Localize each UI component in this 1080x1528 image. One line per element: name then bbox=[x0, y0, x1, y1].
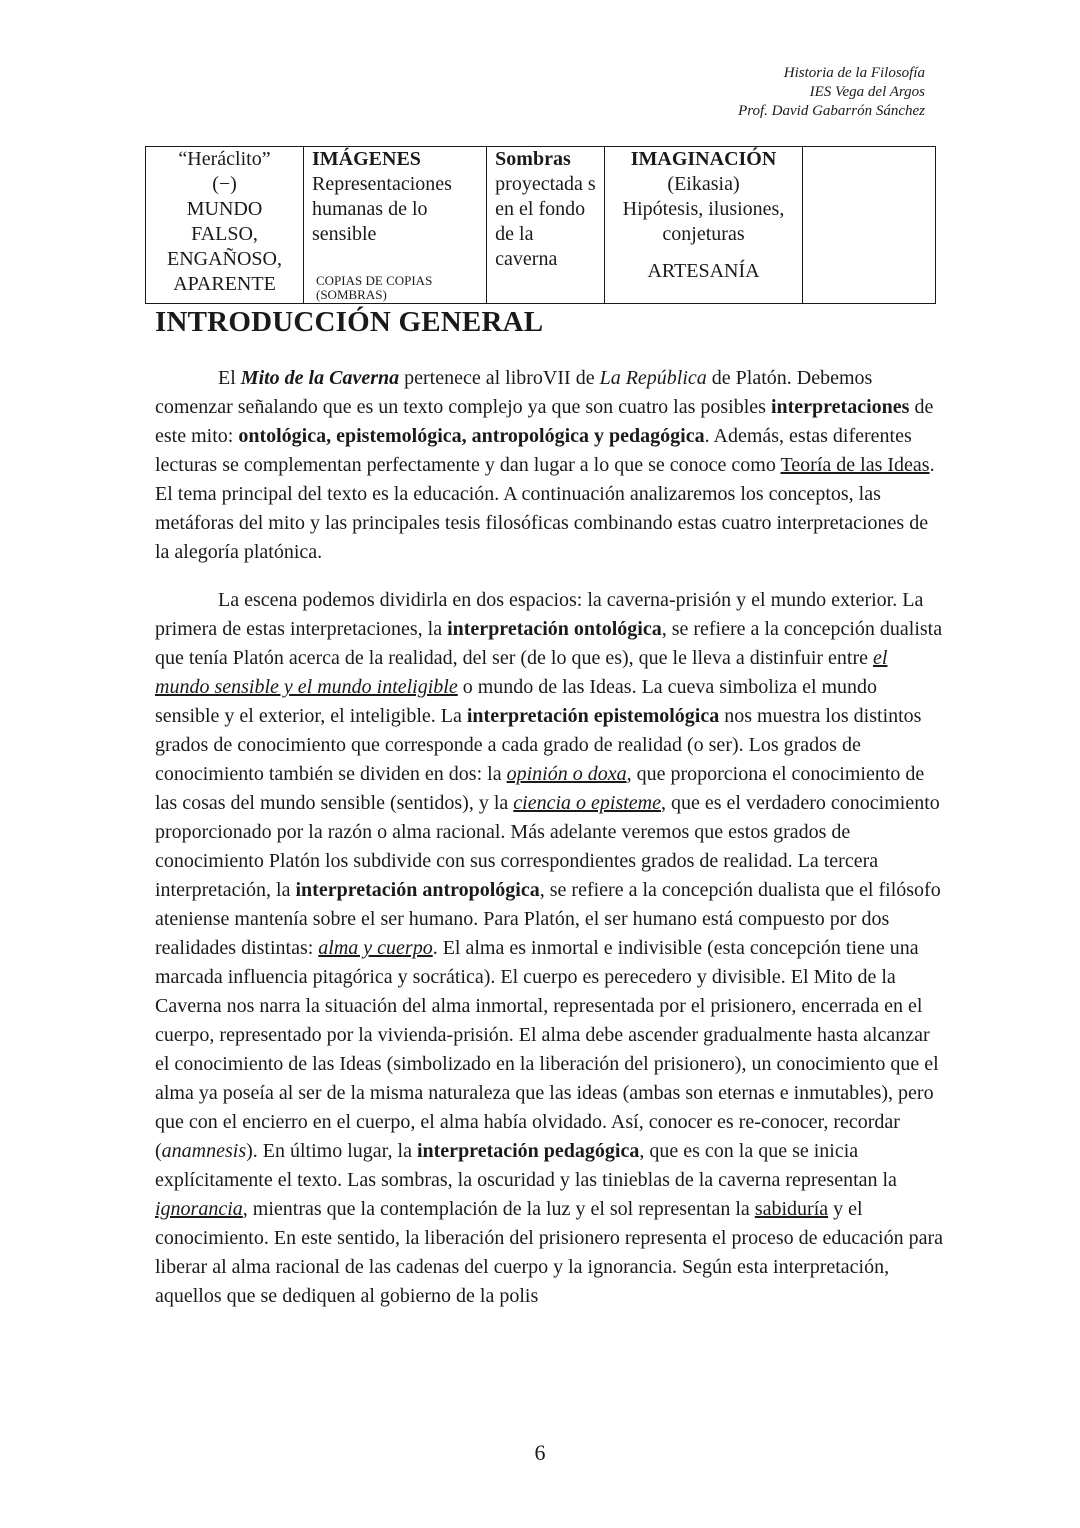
book-title: La República bbox=[599, 367, 707, 389]
cell-line: Hipótesis, ilusiones, bbox=[622, 198, 785, 220]
paragraph-1 bbox=[155, 364, 945, 567]
text-run: . Además, estas diferentes lecturas se complementan perfectamente y dan lugar a lo que se conoce como bbox=[155, 425, 912, 476]
table-cell-imagination bbox=[604, 147, 802, 304]
cell-text: Representaciones humanas de lo sensible bbox=[312, 173, 452, 245]
cell-line: FALSO, bbox=[191, 223, 258, 245]
text-run: , mientras que la contemplación de la luz y el sol representan la bbox=[242, 1198, 755, 1220]
underlined-term: Teoría de las Ideas bbox=[780, 454, 930, 476]
italic-term: anamnesis bbox=[161, 1140, 247, 1162]
text-run: La escena podemos dividirla en dos espacios: la caverna-prisión y el mundo exterior. La primera de estas interpretaciones, la bbox=[155, 589, 924, 640]
underlined-term: alma y cuerpo bbox=[318, 937, 433, 959]
text-run: . El tema principal del texto es la educación. A continuación analizaremos los conceptos, las metáforas del mito y las principales tesis filosóficas combinando estas cuatro interpretaciones de la alegoría platónica. bbox=[155, 454, 935, 563]
underlined-term: opinión o doxa bbox=[506, 763, 627, 785]
table-cell-shadows bbox=[487, 147, 605, 304]
text-run: de este mito: bbox=[155, 396, 934, 447]
cell-line: APARENTE bbox=[173, 273, 276, 295]
header-school: IES Vega del Argos bbox=[809, 84, 925, 100]
cell-line: (−) bbox=[212, 173, 237, 195]
text-run: , que es con la que se inicia explícitamente el texto. Las sombras, la oscuridad y las tinieblas de la caverna representan la bbox=[155, 1140, 897, 1191]
bold-term: interpretación ontológica bbox=[447, 618, 662, 640]
header-teacher: Prof. David Gabarrón Sánchez bbox=[738, 103, 925, 119]
text-run: nos muestra los distintos grados de conocimiento que corresponde a cada grado de realidad (o ser). Los grados de conocimiento también se dividen en dos: la bbox=[155, 705, 922, 785]
table-row bbox=[146, 147, 936, 304]
underlined-term: sabiduría bbox=[754, 1198, 829, 1220]
header-course: Historia de la Filosofía bbox=[783, 65, 925, 81]
body-text bbox=[155, 364, 945, 1311]
cell-line: (Eikasia) bbox=[667, 173, 740, 195]
text-run: El bbox=[218, 367, 241, 389]
cell-title: IMÁGENES bbox=[312, 148, 421, 170]
section-title: INTRODUCCIÓN GENERAL bbox=[155, 306, 544, 338]
table-cell-images bbox=[304, 147, 487, 304]
bold-term: ontológica, epistemológica, antropológica y pedagógica bbox=[238, 425, 705, 447]
bold-term: interpretación pedagógica bbox=[416, 1140, 640, 1162]
cell-title: IMAGINACIÓN bbox=[630, 148, 777, 170]
page-header bbox=[738, 64, 925, 121]
cell-small-note: COPIAS DE COPIAS (SOMBRAS) bbox=[316, 273, 433, 302]
bold-term: interpretación epistemológica bbox=[466, 705, 720, 727]
cell-line: ARTESANÍA bbox=[647, 260, 760, 282]
paragraph-2 bbox=[155, 586, 945, 1311]
underlined-term: el mundo sensible y el mundo inteligible bbox=[155, 647, 888, 698]
table-cell-empty bbox=[803, 147, 936, 304]
text-run: , se refiere a la concepción dualista que tenía Platón acerca de la realidad, del ser (de lo que es), que le lleva a distinfuir entre bbox=[155, 618, 943, 669]
text-run: pertenece al libroVII de bbox=[399, 367, 600, 389]
text-run: o mundo de las Ideas. La cueva simboliza el mundo sensible y el exterior, el inteligible. La bbox=[155, 676, 878, 727]
bold-term: interpretación antropológica bbox=[295, 879, 540, 901]
text-run: de Platón. Debemos comenzar señalando que es un texto complejo ya que son cuatro las posibles bbox=[155, 367, 873, 418]
text-run: . El alma es inmortal e indivisible (esta concepción tiene una marcada influencia pitagórica y socrática). El cuerpo es perecedero y divisible. El Mito de la Caverna nos narra la situación del alma inmortal, representada por el prisionero, encerrada en el cuerpo, representado por la vivienda-prisión. El alma debe ascender gradualmente hasta alcanzar el conocimiento de las Ideas (simbolizado en la liberación del prisionero), un conocimiento que el alma ya poseía al ser de la misma naturaleza que las ideas (ambas son eternas e inmutables), pero que con el encierro en el cuerpo, el alma había olvidado. Así, conocer es re-conocer, recordar ( bbox=[155, 937, 939, 1162]
cell-text: proyectada s en el fondo de la caverna bbox=[495, 173, 596, 270]
page-number: 6 bbox=[534, 1440, 546, 1465]
myth-title: Mito de la Caverna bbox=[240, 367, 400, 389]
underlined-term: ciencia o episteme bbox=[513, 792, 661, 814]
summary-table bbox=[145, 146, 936, 304]
text-run: ). En último lugar, la bbox=[246, 1140, 417, 1162]
cell-line: ENGAÑOSO, bbox=[167, 248, 282, 270]
text-run: y el conocimiento. En este sentido, la liberación del prisionero representa el proceso de educación para liberar al alma racional de las cadenas del cuerpo y la ignorancia. Según esta interpretación, aquellos que se dediquen al gobierno de la polis bbox=[155, 1198, 944, 1307]
cell-line: “Heráclito” bbox=[178, 148, 271, 170]
cell-line: MUNDO bbox=[186, 198, 263, 220]
cell-line: conjeturas bbox=[662, 223, 745, 245]
text-run: , que proporciona el conocimiento de las cosas del mundo sensible (sentidos), y la bbox=[155, 763, 925, 814]
bold-term: interpretaciones bbox=[770, 396, 910, 418]
cell-title: Sombras bbox=[495, 148, 571, 170]
text-run: , se refiere a la concepción dualista que el filósofo ateniense mantenía sobre el ser humano. Para Platón, el ser humano está compuesto por dos realidades distintas: bbox=[155, 879, 941, 959]
underlined-term: ignorancia bbox=[155, 1198, 243, 1220]
table-cell-world bbox=[146, 147, 304, 304]
text-run: , que es el verdadero conocimiento proporcionado por la razón o alma racional. Más adelante veremos que estos grados de conocimiento Platón los subdivide con sus correspondientes grados de realidad. La tercera interpretación, la bbox=[155, 792, 940, 901]
